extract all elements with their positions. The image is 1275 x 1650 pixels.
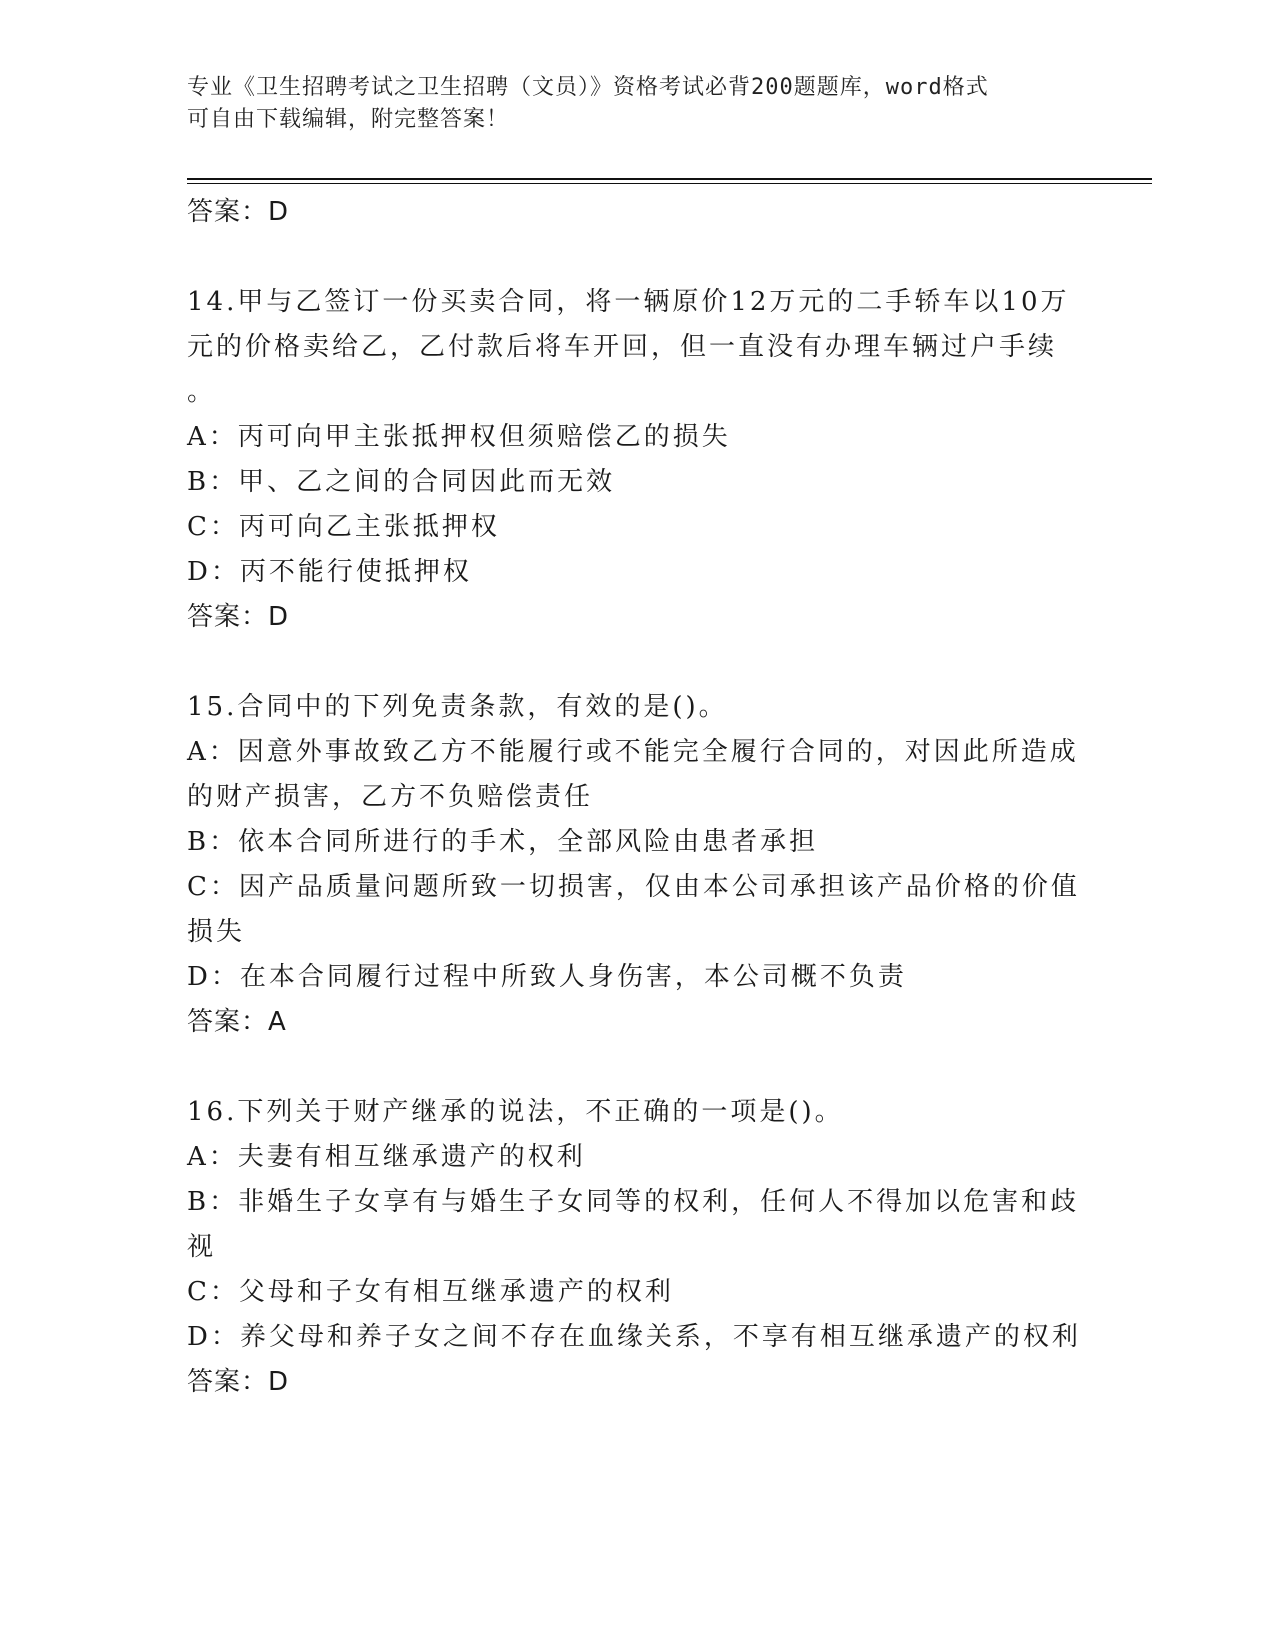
page-header [187,72,1067,136]
option-c: C：因产品质量问题所致一切损害，仅由本公司承担该产品价格的价值 [187,872,1080,902]
option-c: C：父母和子女有相互继承遗产的权利 [187,1277,674,1307]
answer-label: 答案：D [187,1367,290,1397]
option-b-continued: 视 [187,1232,217,1262]
question-15 [187,685,1080,1045]
question-content [187,190,1081,1405]
question-stem-line: 。 [187,377,217,407]
option-c: C：丙可向乙主张抵押权 [187,512,500,542]
header-title-line-2: 可自由下载编辑，附完整答案！ [187,107,510,132]
question-16 [187,1090,1081,1405]
question-stem-line: 14.甲与乙签订一份买卖合同，将一辆原价12万元的二手轿车以10万 [187,287,1070,317]
answer-label: 答案：A [187,1007,287,1037]
header-divider-thin [187,183,1152,184]
option-a-continued: 的财产损害，乙方不负赔偿责任 [187,782,594,812]
spacer [187,640,1067,685]
option-d: D：丙不能行使抵押权 [187,557,472,587]
header-title-line-1: 专业《卫生招聘考试之卫生招聘（文员）》资格考试必背200题题库，word格式 [187,75,989,100]
option-c-continued: 损失 [187,917,246,947]
answer-label: 答案：D [187,602,290,632]
header-divider-thick [187,178,1152,180]
option-a: A：因意外事故致乙方不能履行或不能完全履行合同的，对因此所造成 [187,737,1079,767]
spacer [187,235,1067,280]
spacer [187,1045,1067,1090]
option-d: D：在本合同履行过程中所致人身伤害，本公司概不负责 [187,962,907,992]
option-b: B：甲、乙之间的合同因此而无效 [187,467,616,497]
question-stem-line: 元的价格卖给乙，乙付款后将车开回，但一直没有办理车辆过户手续 [187,332,1058,362]
option-b: B：依本合同所进行的手术，全部风险由患者承担 [187,827,819,857]
option-b: B：非婚生子女享有与婚生子女同等的权利，任何人不得加以危害和歧 [187,1187,1080,1217]
option-d: D：养父母和养子女之间不存在血缘关系，不享有相互继承遗产的权利 [187,1322,1081,1352]
question-stem-line: 16.下列关于财产继承的说法，不正确的一项是()。 [187,1097,844,1127]
question-stem-line: 15.合同中的下列免责条款，有效的是()。 [187,692,728,722]
previous-question-answer: 答案：D [187,197,290,227]
option-a: A：丙可向甲主张抵押权但须赔偿乙的损失 [187,422,731,452]
question-14 [187,280,1070,640]
option-a: A：夫妻有相互继承遗产的权利 [187,1142,586,1172]
